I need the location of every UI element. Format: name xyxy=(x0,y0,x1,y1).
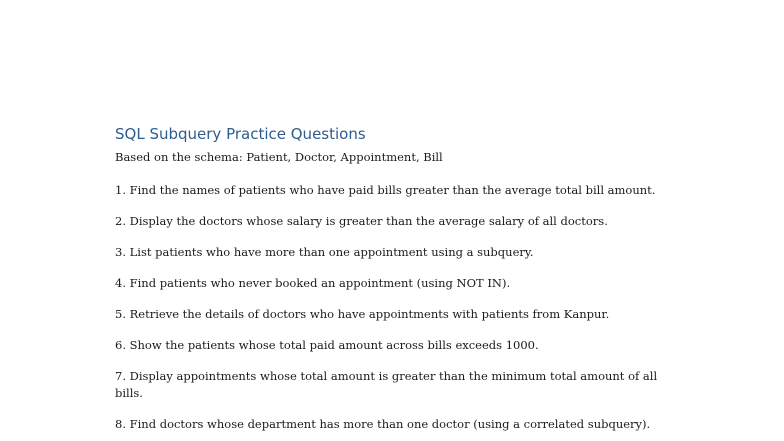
document-content xyxy=(115,124,675,433)
question-item: 1. Find the names of patients who have paid bills greater than the average total bill amount. xyxy=(115,183,656,197)
question-item: 3. List patients who have more than one appointment using a subquery. xyxy=(115,245,534,259)
question-item: 2. Display the doctors whose salary is greater than the average salary of all doctors. xyxy=(115,214,608,228)
question-item: 6. Show the patients whose total paid amount across bills exceeds 1000. xyxy=(115,338,539,352)
schema-subtitle: Based on the schema: Patient, Doctor, Appointment, Bill xyxy=(115,150,443,164)
document-title: SQL Subquery Practice Questions xyxy=(115,125,366,143)
question-item: 4. Find patients who never booked an appointment (using NOT IN). xyxy=(115,276,511,290)
question-list xyxy=(115,182,675,433)
question-item: 7. Display appointments whose total amount is greater than the minimum total amount of all bills. xyxy=(115,369,658,400)
question-item: 5. Retrieve the details of doctors who have appointments with patients from Kanpur. xyxy=(115,307,610,321)
question-item: 8. Find doctors whose department has more than one doctor (using a correlated subquery). xyxy=(115,417,651,431)
